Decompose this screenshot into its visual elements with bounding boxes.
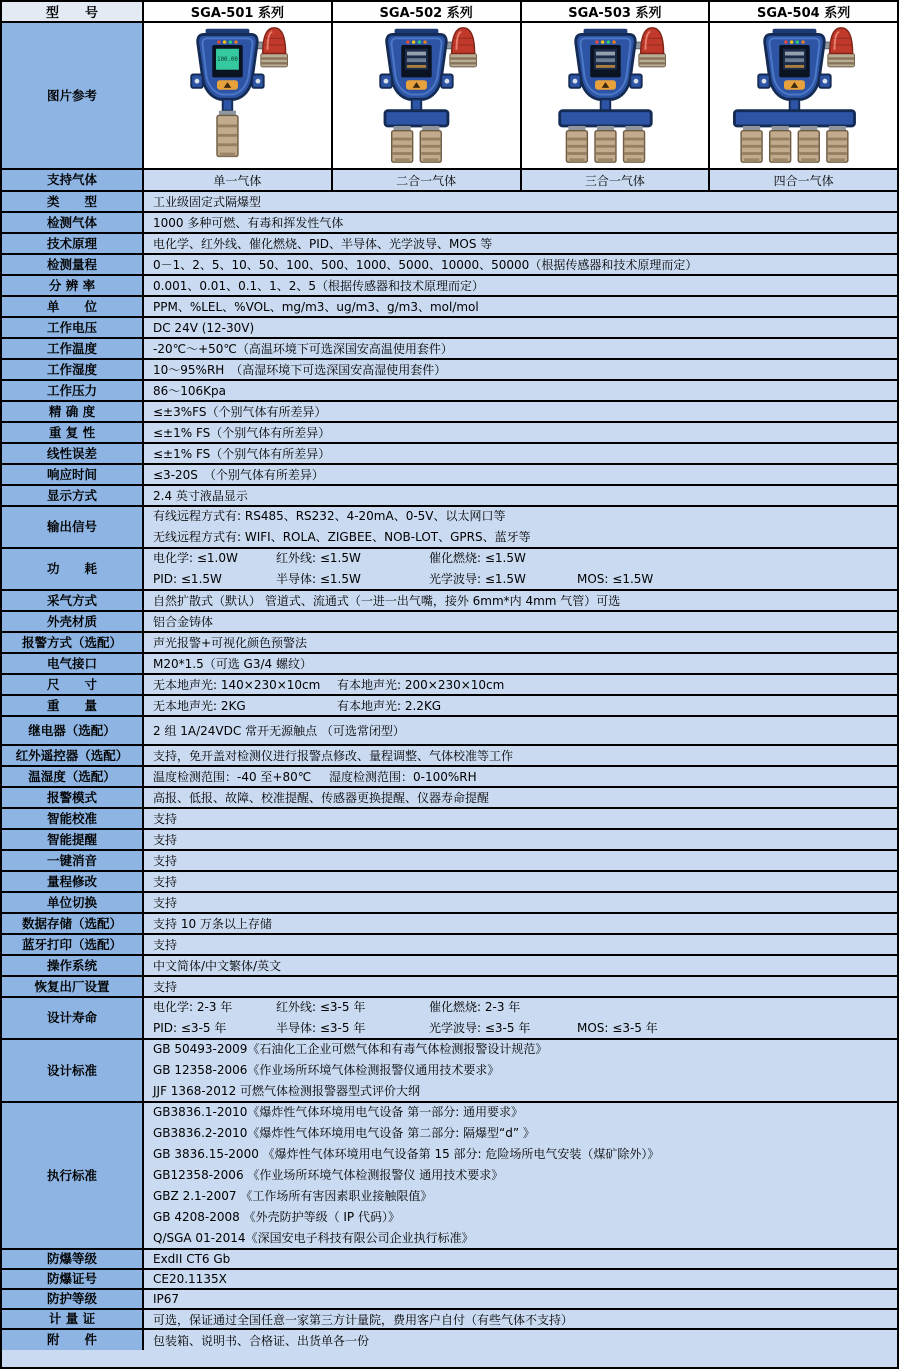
spec-row-storage (2, 914, 897, 935)
label-range: 检测量程 (2, 255, 144, 274)
value-metrology: 可选，保证通过全国任意一家第三方计量院，费用客户自付（有些气体不支持） (144, 1310, 897, 1328)
model-sga-503: SGA-503 系列 (522, 2, 711, 21)
value-output (144, 507, 897, 547)
spec-row-metrology (2, 1310, 897, 1330)
output-wireless: 无线远程方式有: WIFI、ROLA、ZIGBEE、NOB-LOT、GPRS、蓝牙等 (153, 530, 531, 544)
label-design-std: 设计标准 (2, 1040, 144, 1101)
value-humidity: 10～95%RH （高湿环境下可选深国安高湿使用套件） (144, 360, 897, 379)
label-accuracy: 精 确 度 (2, 402, 144, 421)
label-range-modify: 量程修改 (2, 872, 144, 891)
label-unit: 单 位 (2, 297, 144, 316)
spec-row-linearity (2, 444, 897, 465)
spec-row-shell (2, 612, 897, 633)
spec-row-power (2, 549, 897, 591)
size-no-sounder: 无本地声光: 140×230×10cm (153, 678, 321, 692)
lifespan-optical: 光学波导: ≤3-5 年 (429, 1021, 531, 1035)
spec-row-resolution (2, 276, 897, 297)
lifespan-pid: PID: ≤3-5 年 (153, 1021, 227, 1035)
spec-row-sampling (2, 591, 897, 612)
label-humidity: 工作湿度 (2, 360, 144, 379)
label-remote: 红外遥控器（选配） (2, 746, 144, 765)
spec-row-electrical (2, 654, 897, 675)
label-mute: 一键消音 (2, 851, 144, 870)
label-bt-print: 蓝牙打印（选配） (2, 935, 144, 954)
power-infrared: 红外线: ≤1.5W (276, 551, 361, 565)
temp-detect-range: 温度检测范围：-40 至+80℃ (153, 770, 312, 784)
label-temp-humidity: 温湿度（选配） (2, 767, 144, 786)
gas-row (2, 170, 897, 192)
spec-row-repeatability (2, 423, 897, 444)
label-temp: 工作温度 (2, 339, 144, 358)
value-power (144, 549, 897, 589)
value-relay: 2 组 1A/24VDC 常开无源触点 （可选常闭型） (144, 717, 897, 744)
power-mos: MOS: ≤1.5W (577, 572, 654, 586)
exec-std-line: GB3836.1-2010《爆炸性气体环境用电气设备 第一部分: 通用要求》 (153, 1105, 524, 1119)
value-range: 0－1、2、5、10、50、100、500、1000、5000、10000、50000（根据传感器和技术原理而定） (144, 255, 897, 274)
label-size: 尺 寸 (2, 675, 144, 694)
label-shell: 外壳材质 (2, 612, 144, 631)
label-repeatability: 重 复 性 (2, 423, 144, 442)
spec-row-mute (2, 851, 897, 872)
spec-row-temp-humidity (2, 767, 897, 788)
value-os: 中文简体/中文繁体/英文 (144, 956, 897, 975)
label-power: 功 耗 (2, 549, 144, 589)
power-optical: 光学波导: ≤1.5W (429, 572, 526, 586)
exec-std-line: GB12358-2006 《作业场所环境气体检测报警仪 通用技术要求》 (153, 1168, 504, 1182)
output-wired: 有线远程方式有: RS485、RS232、4-20mA、0-5V、以太网口等 (153, 509, 506, 523)
spec-row-voltage (2, 318, 897, 339)
label-smart-cal: 智能校准 (2, 809, 144, 828)
exec-std-line: GBZ 2.1-2007 《工作场所有害因素职业接触限值》 (153, 1189, 433, 1203)
spec-row-response (2, 465, 897, 486)
label-exec-std: 执行标准 (2, 1103, 144, 1248)
gas-sga-502: 二合一气体 (333, 170, 522, 190)
exec-std-line: GB 4208-2008 《外壳防护等级（ IP 代码）》 (153, 1210, 400, 1224)
exec-std-line: GB 3836.15-2000 《爆炸性气体环境用电气设备第 15 部分: 危险场所电气安装（煤矿除外）》 (153, 1147, 660, 1161)
value-smart-cal: 支持 (144, 809, 897, 828)
label-type: 类 型 (2, 192, 144, 211)
power-catalytic: 催化燃烧: ≤1.5W (429, 551, 526, 565)
value-size (144, 675, 897, 694)
spec-row-unit-switch (2, 893, 897, 914)
label-explosion-cert: 防爆证号 (2, 1270, 144, 1288)
weight-with-sounder: 有本地声光: 2.2KG (337, 699, 442, 713)
spec-row-accessories (2, 1330, 897, 1350)
value-electrical: M20*1.5（可选 G3/4 螺纹） (144, 654, 897, 673)
label-alarm-method: 报警方式（选配） (2, 633, 144, 652)
label-lifespan: 设计寿命 (2, 998, 144, 1038)
label-relay: 继电器（选配） (2, 717, 144, 744)
power-pid: PID: ≤1.5W (153, 572, 222, 586)
gas-detector-4-sensor-illustration (723, 23, 885, 168)
spec-row-humidity (2, 360, 897, 381)
value-storage: 支持 10 万条以上存储 (144, 914, 897, 933)
label-display: 显示方式 (2, 486, 144, 505)
spec-row-alarm-method (2, 633, 897, 654)
spec-row-explosion-class (2, 1250, 897, 1270)
spec-row-bt-print (2, 935, 897, 956)
image-row (2, 23, 897, 170)
spec-row-alarm-mode (2, 788, 897, 809)
spec-row-relay (2, 717, 897, 746)
spec-row-type (2, 192, 897, 213)
value-temp: -20℃～+50℃（高温环境下可选深国安高温使用套件） (144, 339, 897, 358)
value-explosion-cert: CE20.1135X (144, 1270, 897, 1288)
gas-sga-503: 三合一气体 (522, 170, 711, 190)
value-response: ≤3-20S （个别气体有所差异） (144, 465, 897, 484)
value-pressure: 86～106Kpa (144, 381, 897, 400)
power-line1 (153, 549, 893, 569)
label-weight: 重 量 (2, 696, 144, 715)
value-resolution: 0.001、0.01、0.1、1、2、5（根据传感器和技术原理而定） (144, 276, 897, 295)
svg-text:100.00: 100.00 (217, 56, 239, 63)
gas-sga-501: 单一气体 (144, 170, 333, 190)
value-temp-humidity (144, 767, 897, 786)
value-bt-print: 支持 (144, 935, 897, 954)
spec-row-weight (2, 696, 897, 717)
value-display: 2.4 英寸液晶显示 (144, 486, 897, 505)
spec-row-display (2, 486, 897, 507)
value-principle: 电化学、红外线、催化燃烧、PID、半导体、光学波导、MOS 等 (144, 234, 897, 253)
product-image-sga-503 (522, 23, 711, 168)
lifespan-line2 (153, 1018, 893, 1038)
label-electrical: 电气接口 (2, 654, 144, 673)
design-std-line: GB 50493-2009《石油化工企业可燃气体和有毒气体检测报警设计规范》 (153, 1042, 548, 1056)
design-std-line: JJF 1368-2012 可燃气体检测报警器型式评价大纲 (153, 1084, 421, 1098)
label-sampling: 采气方式 (2, 591, 144, 610)
spec-row-range-modify (2, 872, 897, 893)
value-lifespan (144, 998, 897, 1038)
value-range-modify: 支持 (144, 872, 897, 891)
product-image-sga-501 (144, 23, 333, 168)
value-repeatability: ≤±1% FS（个别气体有所差异） (144, 423, 897, 442)
spec-row-pressure (2, 381, 897, 402)
value-shell: 铝合金铸体 (144, 612, 897, 631)
label-gases: 检测气体 (2, 213, 144, 232)
size-with-sounder: 有本地声光: 200×230×10cm (337, 678, 505, 692)
exec-std-line: GB3836.2-2010《爆炸性气体环境用电气设备 第二部分: 隔爆型“d” 》 (153, 1126, 535, 1140)
label-factory-reset: 恢复出厂设置 (2, 977, 144, 996)
gas-detector-1-sensor-illustration (156, 23, 318, 168)
weight-no-sounder: 无本地声光: 2KG (153, 699, 246, 713)
spec-row-gases (2, 213, 897, 234)
label-pressure: 工作压力 (2, 381, 144, 400)
lifespan-catalytic: 催化燃烧: 2-3 年 (429, 1000, 521, 1014)
label-explosion-class: 防爆等级 (2, 1250, 144, 1268)
gas-row-label: 支持气体 (2, 170, 144, 190)
exec-std-line: Q/SGA 01-2014《深国安电子科技有限公司企业执行标准》 (153, 1231, 474, 1245)
value-voltage: DC 24V (12-30V) (144, 318, 897, 337)
model-sga-502: SGA-502 系列 (333, 2, 522, 21)
spec-row-principle (2, 234, 897, 255)
lifespan-line1 (153, 998, 893, 1018)
spec-row-explosion-cert (2, 1270, 897, 1290)
label-protection: 防护等级 (2, 1290, 144, 1308)
value-alarm-method: 声光报警+可视化颜色预警法 (144, 633, 897, 652)
value-remote: 支持，免开盖对检测仪进行报警点修改、量程调整、气体校准等工作 (144, 746, 897, 765)
value-mute: 支持 (144, 851, 897, 870)
spec-row-exec-std (2, 1103, 897, 1250)
spec-row-protection (2, 1290, 897, 1310)
label-principle: 技术原理 (2, 234, 144, 253)
label-output: 输出信号 (2, 507, 144, 547)
power-line2 (153, 569, 893, 589)
power-electrochem: 电化学: ≤1.0W (153, 551, 238, 565)
value-factory-reset: 支持 (144, 977, 897, 996)
value-explosion-class: ExdII CT6 Gb (144, 1250, 897, 1268)
value-type: 工业级固定式隔爆型 (144, 192, 897, 211)
label-smart-remind: 智能提醒 (2, 830, 144, 849)
spec-row-temp (2, 339, 897, 360)
lifespan-infrared: 红外线: ≤3-5 年 (276, 1000, 366, 1014)
label-unit-switch: 单位切换 (2, 893, 144, 912)
label-os: 操作系统 (2, 956, 144, 975)
product-image-sga-504 (710, 23, 897, 168)
value-sampling: 自然扩散式（默认） 管道式、流通式（一进一出气嘴，接外 6mm*内 4mm 气管）可选 (144, 591, 897, 610)
label-linearity: 线性误差 (2, 444, 144, 463)
image-row-label: 图片参考 (2, 23, 144, 168)
value-accuracy: ≤±3%FS（个别气体有所差异） (144, 402, 897, 421)
gas-detector-2-sensor-illustration (345, 23, 507, 168)
value-unit: PPM、%LEL、%VOL、mg/m3、ug/m3、g/m3、mol/mol (144, 297, 897, 316)
value-weight (144, 696, 897, 715)
label-accessories: 附 件 (2, 1330, 144, 1350)
spec-row-size (2, 675, 897, 696)
label-metrology: 计 量 证 (2, 1310, 144, 1328)
label-alarm-mode: 报警模式 (2, 788, 144, 807)
value-unit-switch: 支持 (144, 893, 897, 912)
spec-row-smart-remind (2, 830, 897, 851)
value-protection: IP67 (144, 1290, 897, 1308)
spec-row-design-std (2, 1040, 897, 1103)
product-image-sga-502 (333, 23, 522, 168)
spec-row-range (2, 255, 897, 276)
value-accessories: 包装箱、说明书、合格证、出货单各一份 (144, 1330, 897, 1350)
value-linearity: ≤±1% FS（个别气体有所差异） (144, 444, 897, 463)
spec-row-unit (2, 297, 897, 318)
model-sga-504: SGA-504 系列 (710, 2, 897, 21)
value-design-std (144, 1040, 897, 1101)
lifespan-semiconductor: 半导体: ≤3-5 年 (276, 1021, 366, 1035)
label-voltage: 工作电压 (2, 318, 144, 337)
header-row (2, 2, 897, 23)
value-alarm-mode: 高报、低报、故障、校准提醒、传感器更换提醒、仪器寿命提醒 (144, 788, 897, 807)
gas-sga-504: 四合一气体 (710, 170, 897, 190)
spec-row-os (2, 956, 897, 977)
gas-detector-3-sensor-illustration (534, 23, 696, 168)
label-resolution: 分 辨 率 (2, 276, 144, 295)
model-sga-501: SGA-501 系列 (144, 2, 333, 21)
spec-row-smart-cal (2, 809, 897, 830)
lifespan-mos: MOS: ≤3-5 年 (577, 1021, 658, 1035)
header-label: 型 号 (2, 2, 144, 21)
value-gases: 1000 多种可燃、有毒和挥发性气体 (144, 213, 897, 232)
spec-row-accuracy (2, 402, 897, 423)
design-std-line: GB 12358-2006《作业场所环境气体检测报警仪通用技术要求》 (153, 1063, 500, 1077)
spec-row-lifespan (2, 998, 897, 1040)
humidity-detect-range: 湿度检测范围：0-100%RH (329, 770, 477, 784)
lifespan-electrochem: 电化学: 2-3 年 (153, 1000, 233, 1014)
power-semiconductor: 半导体: ≤1.5W (276, 572, 361, 586)
spec-row-remote (2, 746, 897, 767)
value-smart-remind: 支持 (144, 830, 897, 849)
label-response: 响应时间 (2, 465, 144, 484)
label-storage: 数据存储（选配） (2, 914, 144, 933)
value-exec-std (144, 1103, 897, 1248)
spec-row-factory-reset (2, 977, 897, 998)
spec-row-output (2, 507, 897, 549)
